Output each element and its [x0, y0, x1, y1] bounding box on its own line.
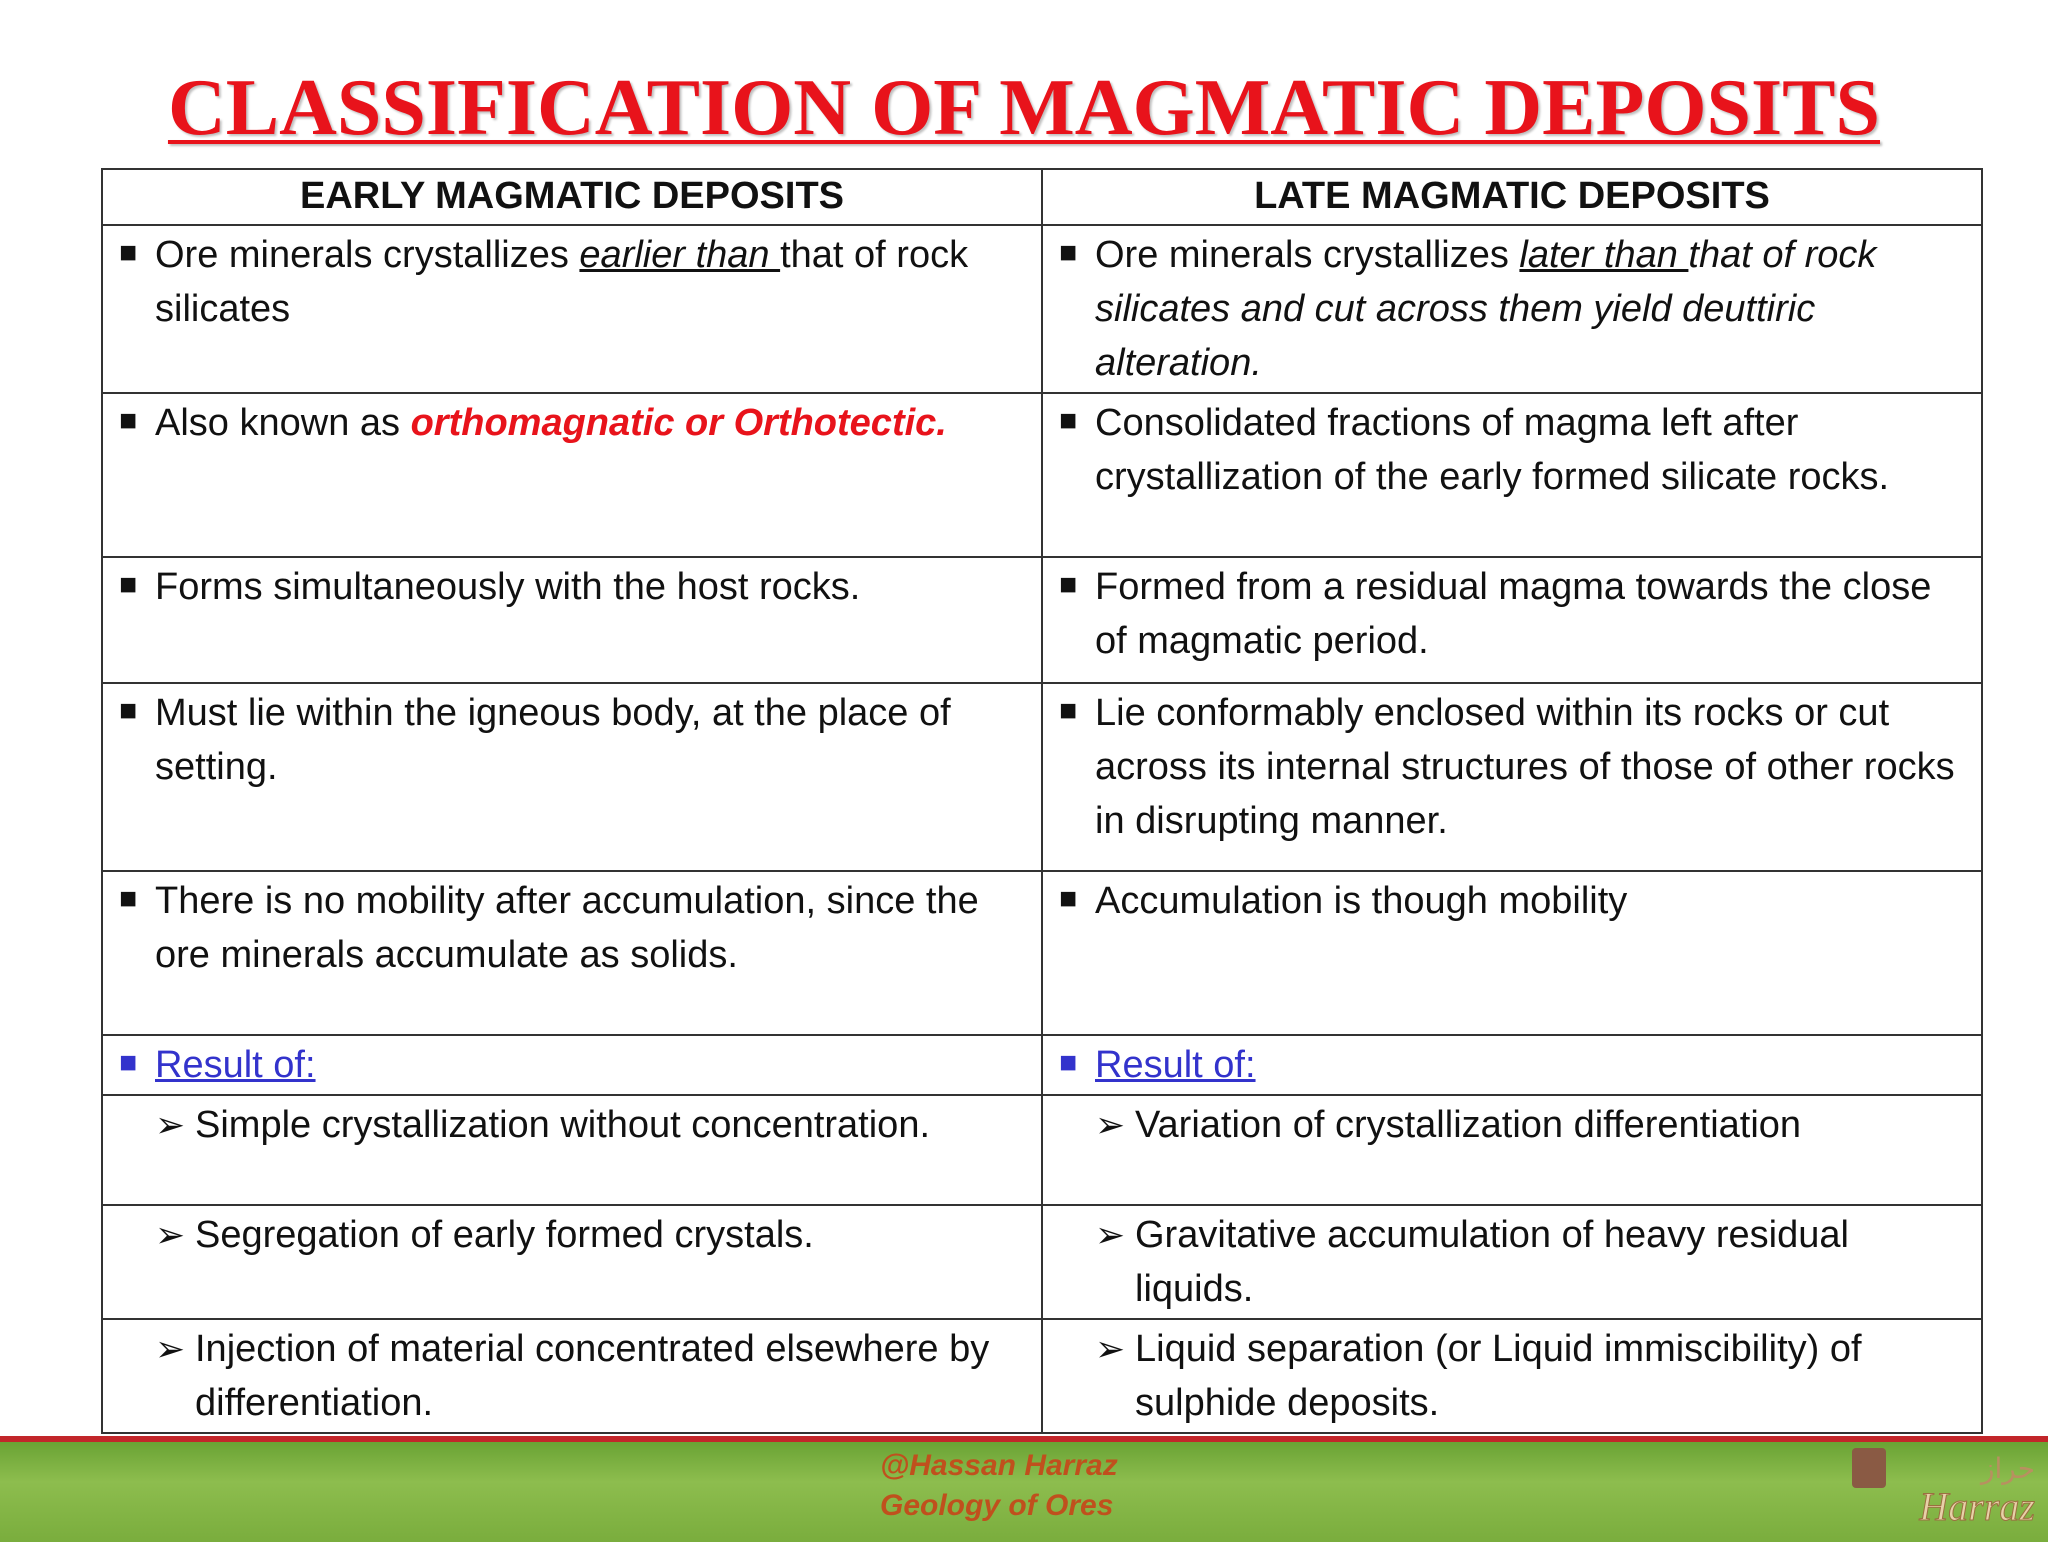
cell-text: Formed from a residual magma towards the close of magmatic period. [1095, 566, 1932, 662]
bullet-icon: ■ [1059, 694, 1078, 727]
cell-late [1042, 683, 1982, 871]
table-header-row [102, 169, 1982, 225]
footer-author: @Hassan Harraz [880, 1449, 1118, 1482]
cell-early [102, 1095, 1042, 1205]
page-title: CLASSIFICATION OF MAGMATIC DEPOSITS [167, 64, 1881, 152]
footer-course: Geology of Ores [880, 1489, 1114, 1522]
table-row [102, 393, 1982, 557]
harraz-logo [1850, 1444, 2040, 1530]
arrow-bullet-icon: ➢ [1095, 1104, 1126, 1145]
arrow-bullet-icon: ➢ [1095, 1328, 1126, 1369]
cell-emphasis: earlier than [579, 234, 781, 276]
cell-late [1042, 557, 1982, 683]
cell-late [1042, 393, 1982, 557]
bullet-icon: ■ [1059, 236, 1078, 269]
cell-early [102, 393, 1042, 557]
bullet-icon: ■ [119, 882, 138, 915]
header-late: LATE MAGMATIC DEPOSITS [1042, 169, 1982, 225]
cell-text: Injection of material concentrated elsewhere by differentiation. [195, 1328, 990, 1424]
cell-early [102, 225, 1042, 393]
arrow-bullet-icon: ➢ [1095, 1214, 1126, 1255]
cell-late [1042, 1095, 1982, 1205]
footer-credit [880, 1446, 1280, 1526]
cell-text: Liquid separation (or Liquid immiscibility) of sulphide deposits. [1135, 1328, 1862, 1424]
cell-late [1042, 871, 1982, 1035]
cell-text: Ore minerals crystallizes [155, 234, 580, 276]
logo-arabic-text: حراز [1980, 1452, 2035, 1485]
cell-late [1042, 1319, 1982, 1433]
bullet-icon: ■ [119, 568, 138, 601]
cell-text: Gravitative accumulation of heavy residual liquids. [1135, 1214, 1849, 1310]
cell-highlight: orthomagnatic or Orthotectic. [410, 402, 947, 444]
cell-text: Forms simultaneously with the host rocks. [155, 566, 861, 608]
arrow-bullet-icon: ➢ [155, 1214, 186, 1255]
table-row [102, 1205, 1982, 1319]
bullet-icon: ■ [119, 236, 138, 269]
result-of-label: Result of: [1095, 1044, 1256, 1086]
cell-emphasis: later than [1519, 234, 1689, 276]
cell-text: Simple crystallization without concentration. [195, 1104, 931, 1146]
cell-early [102, 1035, 1042, 1095]
cell-late [1042, 1035, 1982, 1095]
table-row [102, 1035, 1982, 1095]
bullet-icon: ■ [1059, 568, 1078, 601]
cell-early [102, 1205, 1042, 1319]
cell-text: that of rock silicates and cut across them yield deuttiric alteration. [1095, 234, 1877, 384]
bullet-icon: ■ [1059, 1046, 1078, 1079]
table-row [102, 225, 1982, 393]
bullet-icon: ■ [1059, 882, 1078, 915]
cell-text: Segregation of early formed crystals. [195, 1214, 814, 1256]
cell-early [102, 871, 1042, 1035]
cell-text: Must lie within the igneous body, at the place of setting. [155, 692, 951, 788]
arrow-bullet-icon: ➢ [155, 1104, 186, 1145]
cell-early [102, 1319, 1042, 1433]
table-row [102, 1319, 1982, 1433]
cell-text: Lie conformably enclosed within its rocks or cut across its internal structures of those of other rocks in disrupting manner. [1095, 692, 1955, 842]
cell-late [1042, 1205, 1982, 1319]
classification-table [101, 168, 1983, 1434]
bullet-icon: ■ [119, 694, 138, 727]
cell-text: Also known as [155, 402, 411, 444]
header-early: EARLY MAGMATIC DEPOSITS [102, 169, 1042, 225]
table-row [102, 871, 1982, 1035]
bullet-icon: ■ [119, 404, 138, 437]
cell-early [102, 557, 1042, 683]
bullet-icon: ■ [119, 1046, 138, 1079]
table-row [102, 557, 1982, 683]
table-row [102, 683, 1982, 871]
cell-text: Ore minerals crystallizes [1095, 234, 1520, 276]
cell-early [102, 683, 1042, 871]
cell-text: Variation of crystallization differentiation [1135, 1104, 1802, 1146]
arrow-bullet-icon: ➢ [155, 1328, 186, 1369]
logo-latin-text: Harraz [1919, 1484, 2035, 1529]
table-row [102, 1095, 1982, 1205]
result-of-label: Result of: [155, 1044, 316, 1086]
bullet-icon: ■ [1059, 404, 1078, 437]
cell-late [1042, 225, 1982, 393]
cell-text: Consolidated fractions of magma left after crystallization of the early formed silicate rocks. [1095, 402, 1890, 498]
cell-text: Accumulation is though mobility [1095, 880, 1628, 922]
cell-text: that of rock silicates [155, 234, 969, 330]
cell-text: There is no mobility after accumulation, since the ore minerals accumulate as solids. [155, 880, 979, 976]
